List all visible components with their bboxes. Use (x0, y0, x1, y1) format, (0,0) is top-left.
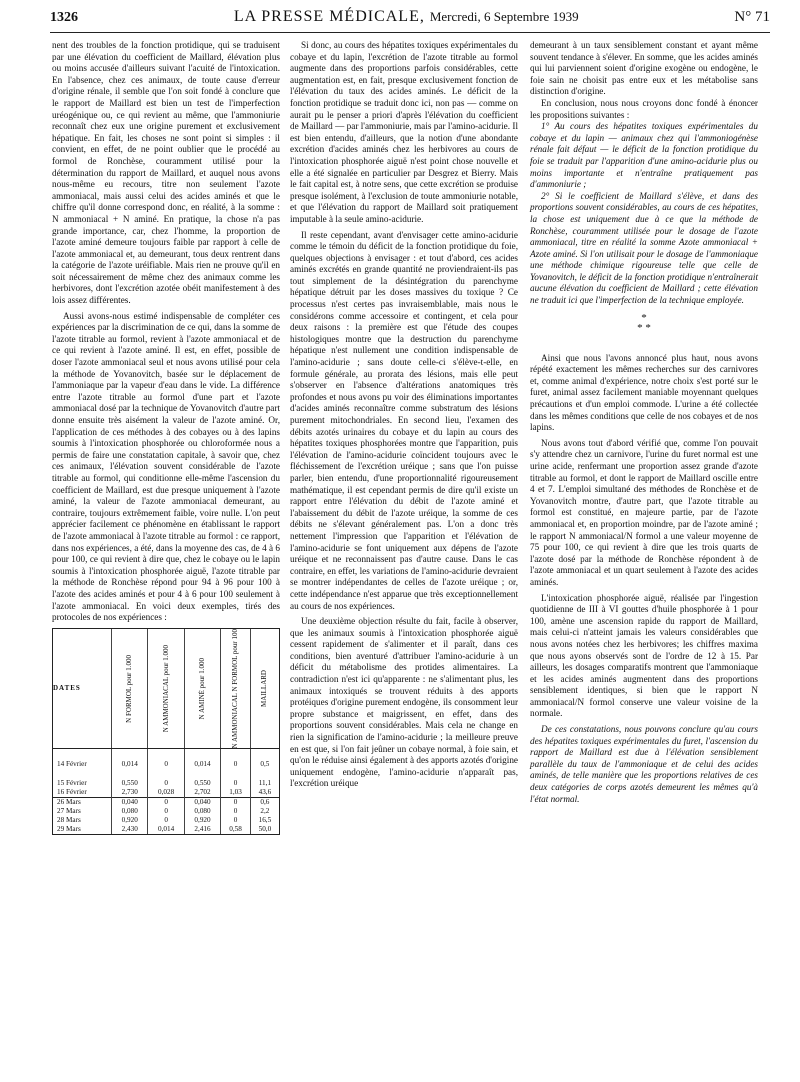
col3-proposition-1: 1° Au cours des hépatites toxiques expérimentales du cobaye et du lapin — animaux chez qui l'ammoniogénèse rénale fait défaut — le déficit de la fonction protidique du foie se traduit par l'apparition d'une amino-acidurie plus ou moins importante et n'entraîne pratiquement pas d'ammoniurie ; (530, 121, 758, 190)
table-cell-value: 0 (221, 749, 251, 780)
table-cell-value: 2,730 (112, 788, 148, 798)
table-cell-value: 1,03 (221, 788, 251, 798)
table-cell-value: 0,920 (112, 816, 148, 825)
section-separator (530, 313, 758, 333)
table-cell-date: 16 Février (53, 788, 112, 798)
col3-proposition-2: 2° Si le coefficient de Maillard s'élève, et dans des proportions souvent considérables, au cours de ces hépatites, la chose est uniquement due à ce que la méthode de Ronchèse, couramment utilisée pour le dosage de l'azote ammoniacal, titre en réalité la somme Azote ammoniacal + Azote aminé. Si l'on utilisait pour le dosage de l'ammoniaque une méthode chimique rigoureuse telle que celle de Yovanovitch, le déficit de la fonction protidique n'entraînerait aucune élévation du coefficient de Maillard ; cette élévation ne traduit ici que l'imperfection de la technique employée. (530, 190, 758, 306)
table-cell-date: 27 Mars (53, 807, 112, 816)
table-cell-value: 16,5 (258, 816, 272, 825)
col3-paragraph-2: En conclusion, nous nous croyons donc fondé à énoncer les propositions suivantes : (530, 97, 758, 120)
table-cell-value: 0 (221, 816, 251, 825)
table-cell-value: 0,6 (250, 798, 279, 808)
table-cell-value: 0,5 (260, 759, 270, 768)
col3-paragraph-1: demeurant à un taux sensiblement constant et ayant même souvent tendance à s'élever. En somme, que les acides aminés qui lui parviennent soient d'origine exogène ou endogène, le foie sain ne choisit pas entre eux et les métabolise sans distinction d'origine. (530, 40, 758, 97)
table-cell-value: 50,0 (258, 825, 272, 834)
column-1 (52, 40, 280, 835)
table-row (53, 825, 279, 834)
table-row (53, 798, 279, 808)
issue-number: N° 71 (734, 9, 770, 25)
table-cell-date: 29 Mars (53, 825, 112, 834)
table-row (53, 779, 279, 788)
table-cell-value: 0,014 (148, 825, 184, 834)
col3-paragraph-6: Nous avons tout d'abord vérifié que, comme l'on pouvait s'y attendre chez un carnivore, l'urine du furet normal est une urine acide, renfermant une proportion assez grande d'azote titrable au formol, et dont le rapport de Maillard oscille entre 4 et 7. L'emploi simultané des méthodes de Ronchèse et de Yovanovitch montre, d'autre part, que l'azote titrable au formol est constitué, en majeure partie, par de l'azote ammoniacal et, en proportion moindre, par de l'azote aminé ; le rapport N ammoniacal/N formol a une valeur moyenne de 75 pour 100, ce qui revient à dire que les trois quarts de l'azote dosé par la méthode de Ronchèse répondent à de l'azote ammoniacal et un quart seulement à l'azote des acides aminés. (530, 437, 758, 587)
table-cell-value: 2,430 (112, 825, 148, 834)
table-cell-value: 0 (148, 807, 184, 816)
column-3 (530, 40, 758, 805)
table-cell-value: 0,550 (112, 779, 148, 788)
table-header-n-formol: N FORMOL pour 1.000 (112, 629, 148, 749)
col2-paragraph-3: Une deuxième objection résulte du fait, facile à observer, que les animaux soumis à l'intoxication phosphorée aiguë cessent rapidement de s'alimenter et il paraît, dans ces conditions, bien aventuré d'attribuer l'amino-acidurie à un déficit du métabolisme des protides alimentaires. La contradiction n'est ici qu'apparente : ne s'alimentant plus, les animaux intoxiqués se trouvent réduits à des apports protéiques d'origine purement endogène, ils consomment leur propre substance et maigrissent, en effet, dans des proportions souvent considérables. Mais cela ne change en rien la signification de l'amino-acidurie ; la meilleure preuve en est que, si l'on fait jeûner un cobaye normal, à foie sain, et qu'on le réduise ainsi également à des apports azotés d'origine uniquement endogène, l'amino-acidurie n'apparaît pas, l'excrétion uréique (290, 616, 518, 789)
col3-paragraph-5: Ainsi que nous l'avons annoncé plus haut, nous avons répété exactement les mêmes recherches sur des carnivores et, comme animal d'expérience, notre choix s'est porté sur le furet, animal assez facilement maniable moyennant quelques précautions et d'un emploi commode. L'urine a été collectée dans les mêmes conditions que celle de nos cobayes et de nos lapins. (530, 352, 758, 433)
table-header-n-ammoniacal: N AMMONIACAL pour 1.000 (148, 629, 184, 749)
issue-date: Mercredi, 6 Septembre 1939 (429, 9, 579, 24)
journal-name: LA PRESSE MÉDICALE, (233, 8, 425, 25)
table-cell-value: 2,2 (260, 807, 270, 816)
table-cell-value: 0 (221, 779, 251, 788)
table-cell-date: 28 Mars (53, 816, 112, 825)
table-cell-date: 15 Février (53, 779, 112, 788)
star-top: * (641, 311, 647, 324)
col3-conclusion: De ces constatations, nous pouvons conclure qu'au cours des hépatites toxiques expérimentales du furet, l'ascension du rapport de Maillard est due à l'élévation sensiblement parallèle du taux de l'ammoniaque et de celui des acides aminés, de telle manière que les proportions relatives de ces deux catégories de corps azotés demeurent les mêmes qu'à l'état normal. (530, 724, 758, 804)
table-row (53, 816, 279, 825)
col1-paragraph-2: Aussi avons-nous estimé indispensable de compléter ces expériences par la discrimination de ce qui, dans la somme de l'azote titrable au formol, revient à l'azote ammoniacal et de ce qui revient à l'azote aminé. Il est, en effet, possible de doser l'azote ammoniacal seul et nous avons utilisé pour cela la méthode de Yovanovitch, basée sur le déplacement de l'ammoniaque par la vapeur d'eau dans le vide. La différence entre l'azote titrable au formol d'une part et l'azote ammoniacal dosé par la technique de Yovanovitch d'autre part donne ensuite très aisément la valeur de l'azote aminé. Or, l'application de ces méthodes à des cobayes ou à des lapins soumis à l'intoxication phosphorée ou chloroformée nous a permis de faire une constatation capitale, à savoir que, chez ces animaux, l'élévation souvent considérable de l'azote titrable au formol, qui conditionne elle-même l'ascension du coefficient de Maillard, est due presque uniquement à l'azote aminé, la valeur de l'azote ammoniacal demeurant, au contraire, toujours extrêmement faible, voire nulle. L'on peut apprécier facilement ce phénomène en établissant le rapport de l'azote ammoniacal à l'azote titrable au formol : ce rapport, dans nos expériences, a été, dans la moyenne des cas, de 4 à 6 pour 100, ce qui revient à dire que, chez le cobaye ou le lapin soumis à l'intoxication phosphorée aiguë, l'azote titrable par la méthode de Ronchèse répond pour 94 à 96 pour 100 à l'azote des acides aminés et pour 4 à 6 pour 100 seulement à l'azote ammoniacal. En voici deux exemples, tirés des protocoles de nos expériences : (52, 310, 280, 623)
table-cell-value: 0,58 (221, 825, 251, 834)
col3-paragraph-7: L'intoxication phosphorée aiguë, réalisée par l'ingestion quotidienne de III à VI gouttes d'huile phosphorée à 1 pour 100, amène une ascension rapide du rapport de Maillard, mais celui-ci n'atteint jamais les valeurs considérables que nous avons notées chez les herbivores; les chiffres maxima que nous ayons observés sont de l'ordre de 12 à 15. Par ailleurs, les dosages comparatifs montrent que l'ammoniaque et les acides aminés augmentent dans des proportions sensiblement identiques, si bien que le rapport N ammoniacal/N formol conserve une valeur voisine de la normale. (530, 592, 758, 719)
col2-paragraph-2: Il reste cependant, avant d'envisager cette amino-acidurie comme le témoin du déficit de la fonction protidique du foie, quelques objections à envisager : et tout d'abord, ces acides aminés excrétés en grande quantité ne proviendraient-ils pas tout simplement de la désintégration du parenchyme hépatique détruit par les doses massives du toxique ? Ce processus n'est certes pas invraisemblable, mais nous le considérons comme accessoire et contingent, et cela pour deux raisons : la première est que l'étude des coupes histologiques montre que la destruction du parenchyme hépatique n'est nullement une condition indispensable de l'amino-acidurie ; sans doute celle-ci s'élève-t-elle, en formule générale, au prorata des lésions, mais elle peut s'observer en l'absence d'altérations anatomiques très profondes et nous avons pu voir des éliminations importantes d'acides aminés reconnaître comme substratum des lésions purement mitochondriales. En second lieu, l'examen des débits azotés urinaires du cobaye et du lapin au cours des hépatites toxiques phosphorées montre que l'apparition, puis l'élévation de l'amino-acidurie coïncident toujours avec le fléchissement de l'excrétion uréique ; sans que l'on puisse parler, bien entendu, d'une proportionnalité rigoureusement mathématique, il est cependant permis de dire qu'il existe un rapport entre l'élévation du débit de l'azote aminé et l'abaissement du débit de l'azote uréique, la somme de ces débits ne s'élevant généralement pas. L'on a donc très nettement l'impression que l'apparition et l'élévation de l'amino-acidurie se font uniquement aux dépens de l'azote uréique et ne reconnaissent pas d'autre cause. Dans le cas contraire, en effet, les variations de l'amino-acidurie devraient se montrer indépendantes de celles de l'azote uréique ; or, cette indépendance n'est apparue que très exceptionnellement au cours de nos expériences. (290, 229, 518, 611)
star-bottom: * * (637, 321, 651, 334)
col2-paragraph-1: Si donc, au cours des hépatites toxiques expérimentales du cobaye et du lapin, l'excrétion de l'azote titrable au formol augmente dans des proportions parfois considérables, cette augmentation est, en fait, presque exclusivement fonction de l'élévation du taux des acides aminés. Le déficit de la fonction protidique se traduit donc ici, non pas — comme on aurait pu le penser a priori d'après l'élévation du coefficient de Maillard — par l'ammoniurie, mais par l'amino-acidurie. Il est bien entendu, d'ailleurs, que la notion d'une abondante excrétion d'acides aminés chez les herbivores au cours de l'intoxication phosphorée aiguë n'est point chose nouvelle et elle a été signalée en particulier par Desgrez et Bierry. Mais le fait capital est, à notre sens, que cette excrétion se produise presque isolément, à l'exclusion de toute ammoniurie notable, et que l'élévation du rapport de Maillard soit pratiquement imputable à la seule amino-acidurie. (290, 40, 518, 224)
table-cell-date: 14 Février (53, 749, 112, 780)
table-cell-value: 0 (148, 816, 184, 825)
page-header (50, 8, 770, 33)
table-header-ratio: N AMMONIACAL N FORMOL pour 100 (221, 629, 251, 749)
table-header-n-amine: N AMINÉ pour 1.000 (184, 629, 220, 749)
col1-paragraph-1: nent des troubles de la fonction protidique, qui se traduisent par une élévation du coefficient de Maillard, élévation plus ou moins accusée d'ailleurs suivant l'acuité de l'intoxication. En l'absence, chez ces animaux, de toute cause d'erreur d'origine rénale, il semble que l'on soit fondé à conclure que le rapport de Maillard est bien un test de l'imperfection uréogénique ou, ce qui revient au même, que l'ammoniurie reconnaît chez eux une origine purement et exclusivement hépatique. En fait, les choses ne sont point si simples : il convient, en effet, de ne point oublier que le procédé au formol de Ronchèse, couramment utilisé pour la détermination du rapport de Maillard, et auquel nous avons nous-même eu recours, titre non seulement l'azote ammoniacal, mais aussi celui des acides aminés et que le chiffre qu'il donne correspond donc, en réalité, à la somme : N ammoniacal + N aminé. En pratique, la chose n'a pas grande importance, car, chez l'homme, la proportion de l'azote aminé demeure toujours faible par rapport à celle de l'azote ammoniacal et, au demeurant, tous deux rentrent dans la catégorie de l'azote uréifiable. Mais rien ne prouve qu'il en soit nécessairement de même chez des animaux comme les herbivores, dont l'excrétion azotée obéit manifestement à des lois assez différentes. (52, 40, 280, 306)
table-cell-value: 0,014 (112, 749, 148, 780)
page-number: 1326 (50, 10, 78, 25)
column-2 (290, 40, 518, 790)
table-cell-value: 0,040 (184, 798, 220, 808)
table-cell-value: 0,014 (184, 749, 220, 780)
table-row (53, 788, 279, 798)
table-row (53, 807, 279, 816)
table-header-maillard: MAILLARD (250, 629, 279, 749)
table-cell-value: 43,6 (258, 788, 272, 797)
table-cell-date: 26 Mars (53, 798, 112, 808)
table-cell-value: 0 (148, 749, 184, 780)
table-cell-value: 0 (148, 798, 184, 808)
table-cell-value: 2,702 (184, 788, 220, 798)
journal-title (234, 8, 579, 26)
table-row (53, 749, 279, 780)
table-cell-value: 0,080 (184, 807, 220, 816)
table-cell-value: 0,028 (148, 788, 184, 798)
table-cell-value: 0,920 (184, 816, 220, 825)
table-cell-value: 2,416 (184, 825, 220, 834)
table-cell-value: 11,1 (258, 779, 272, 788)
results-table (52, 628, 280, 835)
table-cell-value: 0 (221, 807, 251, 816)
table-header-dates: DATES (53, 629, 112, 749)
table-cell-value: 0 (221, 798, 251, 808)
table-cell-value: 0,040 (112, 798, 148, 808)
table-cell-value: 0,080 (112, 807, 148, 816)
table-cell-value: 0 (148, 779, 184, 788)
table-cell-value: 0,550 (184, 779, 220, 788)
